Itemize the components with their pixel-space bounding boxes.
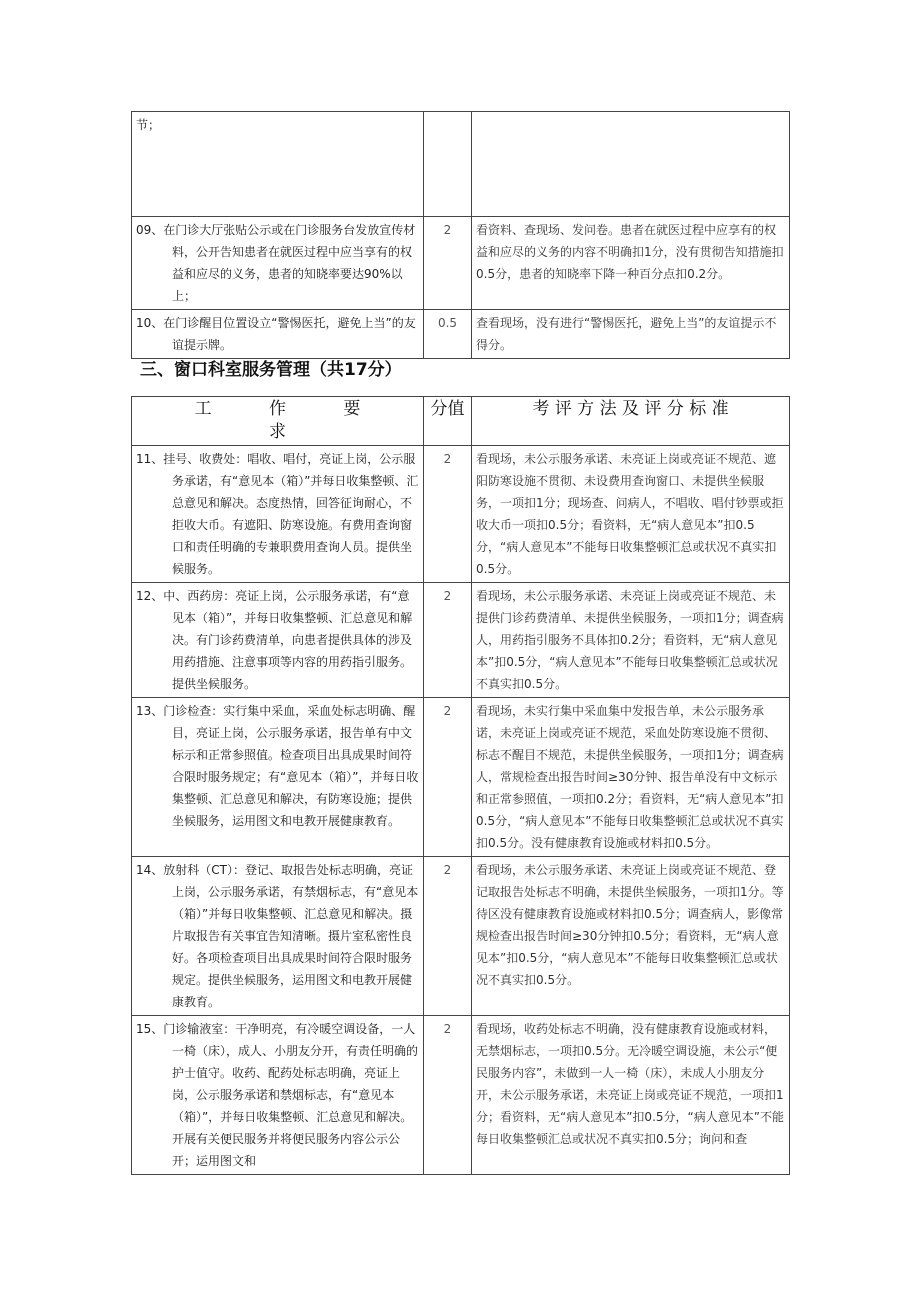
window-service-table [131,396,790,1175]
table-row [132,217,790,310]
table-row [132,698,790,857]
table-row [132,857,790,1016]
method-cell: 查看现场，没有进行“警惕医托，避免上当”的友谊提示不得分。 [472,310,790,359]
requirement-cell: 13、门诊检查：实行集中采血，采血处标志明确、醒目，亮证上岗，公示服务承诺，报告单有中文标示和正常参照值。检查项目出具成果时间符合限时服务规定；有“意见本（箱）”，并每日收集整顿、汇总意见和解决，有防寒设施；提供坐候服务，运用图文和电教开展健康教育。 [132,698,424,857]
method-cell [472,112,790,217]
requirement-cell: 09、在门诊大厅张贴公示或在门诊服务台发放宣传材料，公开告知患者在就医过程中应当享有的权益和应尽的义务，患者的知晓率要达90%以上； [132,217,424,310]
continuation-table [131,111,790,359]
requirement-cell: 11、挂号、收费处：唱收、唱付，亮证上岗，公示服务承诺，有“意见本（箱）”并每日收集整顿、汇总意见和解决。态度热情，回答征询耐心，不拒收大币。有遮阳、防寒设施。有费用查询窗口和责任明确的专兼职费用查询人员。提供坐候服务。 [132,446,424,583]
method-cell: 看现场，未公示服务承诺、未亮证上岗或亮证不规范、未提供门诊药费清单、未提供坐候服务，一项扣1分；调查病人，用药指引服务不具体扣0.2分；看资料，无“病人意见本”扣0.5分，“病人意见本”不能每日收集整顿汇总或状况不真实扣0.5分。 [472,583,790,698]
table-header-row [132,397,790,446]
requirement-cell: 节； [132,112,424,217]
method-cell: 看现场，未公示服务承诺、未亮证上岗或亮证不规范、遮阳防寒设施不贯彻、未设费用查询窗口、未提供坐候服务，一项扣1分；现场查、问病人，不唱收、唱付钞票或拒收大币一项扣0.5分；看资料，无“病人意见本”扣0.5分，“病人意见本”不能每日收集整顿汇总或状况不真实扣0.5分。 [472,446,790,583]
table-row [132,583,790,698]
table-row [132,112,790,217]
score-cell: 0.5 [424,310,472,359]
table-row [132,1016,790,1175]
score-cell: 2 [424,217,472,310]
table-row [132,446,790,583]
requirement-cell: 15、门诊输液室：干净明亮，有冷暖空调设备，一人一椅（床），成人、小朋友分开，有责任明确的护士值守。收药、配药处标志明确，亮证上岗，公示服务承诺和禁烟标志，有“意见本（箱）”，并每日收集整顿、汇总意见和解决。开展有关便民服务并将便民服务内容公示公开；运用图文和 [132,1016,424,1175]
method-cell: 看现场，未公示服务承诺、未亮证上岗或亮证不规范、登记取报告处标志不明确，未提供坐候服务，一项扣1分。等待区没有健康教育设施或材料扣0.5分；调查病人，影像常规检查出报告时间≥30分钟扣0.5分；看资料，无“病人意见本”扣0.5分，“病人意见本”不能每日收集整顿汇总或状况不真实扣0.5分。 [472,857,790,1016]
table-row [132,310,790,359]
requirement-cell: 10、在门诊醒目位置设立“警惕医托，避免上当”的友谊提示牌。 [132,310,424,359]
score-cell: 2 [424,1016,472,1175]
score-cell [424,112,472,217]
requirement-cell: 14、放射科（CT）：登记、取报告处标志明确，亮证上岗，公示服务承诺，有禁烟标志，有“意见本（箱）”并每日收集整顿、汇总意见和解决。摄片取报告有关事宜告知清晰。摄片室私密性良好。各项检查项目出具成果时间符合限时服务规定。提供坐候服务，运用图文和电教开展健康教育。 [132,857,424,1016]
method-cell: 看资料、查现场、发问卷。患者在就医过程中应享有的权益和应尽的义务的内容不明确扣1分，没有贯彻告知措施扣0.5分，患者的知晓率下降一种百分点扣0.2分。 [472,217,790,310]
method-cell: 看现场，收药处标志不明确，没有健康教育设施或材料，无禁烟标志，一项扣0.5分。无冷暖空调设施，未公示“便民服务内容”，未做到一人一椅（床），未成人小朋友分开，未公示服务承诺，未亮证上岗或亮证不规范，一项扣1分；看资料，无“病人意见本”扣0.5分，“病人意见本”不能每日收集整顿汇总或状况不真实扣0.5分；询问和查 [472,1016,790,1175]
requirement-cell: 12、中、西药房：亮证上岗，公示服务承诺，有“意见本（箱）”，并每日收集整顿、汇总意见和解决。有门诊药费清单，向患者提供具体的涉及用药措施、注意事项等内容的用药指引服务。提供坐候服务。 [132,583,424,698]
score-cell: 2 [424,698,472,857]
section-title: 三、窗口科室服务管理（共17分） [140,360,402,380]
score-cell: 2 [424,857,472,1016]
header-method: 考 评 方 法 及 评 分 标 准 [472,397,790,446]
header-requirement: 工 作 要 求 [132,397,424,446]
header-score: 分值 [424,397,472,446]
score-cell: 2 [424,583,472,698]
method-cell: 看现场，未实行集中采血集中发报告单，未公示服务承诺，未亮证上岗或亮证不规范，采血处防寒设施不贯彻、标志不醒目不规范，未提供坐候服务，一项扣1分；调查病人，常规检查出报告时间≥30分钟、报告单没有中文标示和正常参照值，一项扣0.2分；看资料，无“病人意见本”扣0.5分，“病人意见本”不能每日收集整顿汇总或状况不真实扣0.5分。没有健康教育设施或材料扣0.5分。 [472,698,790,857]
score-cell: 2 [424,446,472,583]
